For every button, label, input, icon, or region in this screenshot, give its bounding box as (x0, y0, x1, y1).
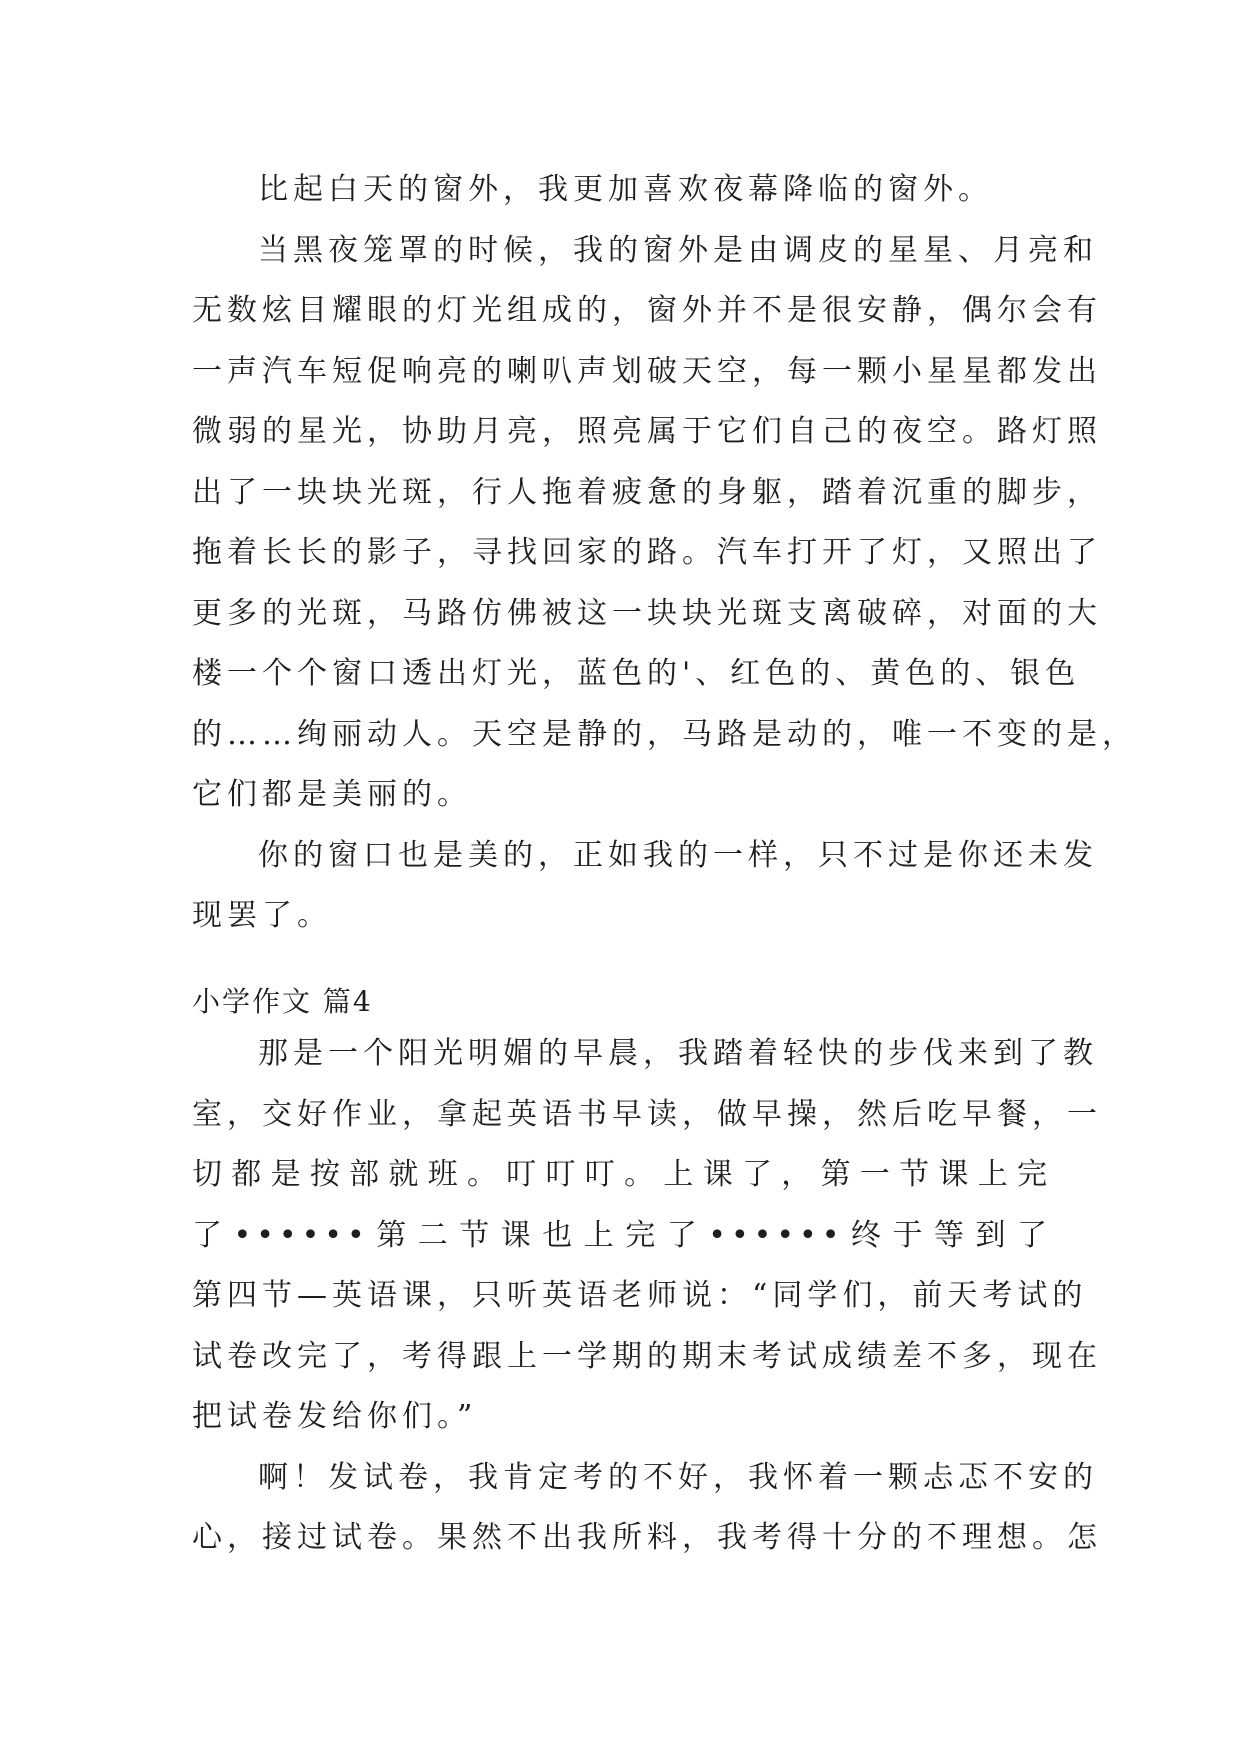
section-heading: 小学作文 篇4 (192, 985, 373, 1018)
paragraph-line: 试卷改完了，考得跟上一学期的期末考试成绩差不多，现在 (192, 1338, 1102, 1374)
paragraph-line: 那是一个阳光明媚的早晨，我踏着轻快的步伐来到了教 (258, 1036, 1098, 1071)
paragraph-line: 它们都是美丽的。 (192, 777, 472, 812)
paragraph-line: 切都是按部就班。叮叮叮。上课了，第一节课上完 (192, 1157, 1052, 1192)
paragraph-line: 你的窗口也是美的，正如我的一样，只不过是你还未发 (258, 837, 1098, 873)
paragraph-line: 把试卷发给你们。” (192, 1399, 478, 1434)
paragraph-line: 更多的光斑，马路仿佛被这一块块光斑支离破碎，对面的大 (192, 595, 1102, 631)
essay-passage-window (192, 160, 1137, 947)
paragraph-line: 一声汽车短促响亮的喇叭声划破天空，每一颗小星星都发出 (192, 353, 1102, 389)
paragraph-line: 拖着长长的影子，寻找回家的路。汽车打开了灯，又照出了 (192, 535, 1102, 570)
essay-passage-exam (192, 1024, 1102, 1569)
paragraph-line: 微弱的星光，协助月亮，照亮属于它们自己的夜空。路灯照 (192, 414, 1102, 449)
paragraph-line: 的……绚丽动人。天空是静的，马路是动的，唯一不变的是， (192, 716, 1137, 752)
paragraph-line: 比起白天的窗外，我更加喜欢夜幕降临的窗外。 (258, 172, 993, 207)
paragraph-line: 楼一个个窗口透出灯光，蓝色的'、红色的、黄色的、银色 (192, 656, 1081, 691)
paragraph-line: 无数炫目耀眼的灯光组成的，窗外并不是很安静，偶尔会有 (192, 293, 1102, 328)
paragraph-line: 了••••••第二节课也上完了••••••终于等到了 (192, 1217, 1052, 1253)
paragraph-line: 心，接过试卷。果然不出我所料，我考得十分的不理想。怎 (192, 1520, 1102, 1555)
paragraph-line: 出了一块块光斑，行人拖着疲惫的身躯，踏着沉重的脚步， (192, 474, 1102, 510)
paragraph-line: 室，交好作业，拿起英语书早读，做早操，然后吃早餐，一 (192, 1096, 1102, 1132)
paragraph-line: 啊！发试卷，我肯定考的不好，我怀着一颗忐忑不安的 (258, 1459, 1098, 1495)
paragraph-line: 当黑夜笼罩的时候，我的窗外是由调皮的星星、月亮和 (258, 232, 1098, 268)
paragraph-line: 现罢了。 (192, 898, 332, 933)
paragraph-line: 第四节—英语课，只听英语老师说：“同学们，前天考试的 (192, 1278, 1088, 1313)
